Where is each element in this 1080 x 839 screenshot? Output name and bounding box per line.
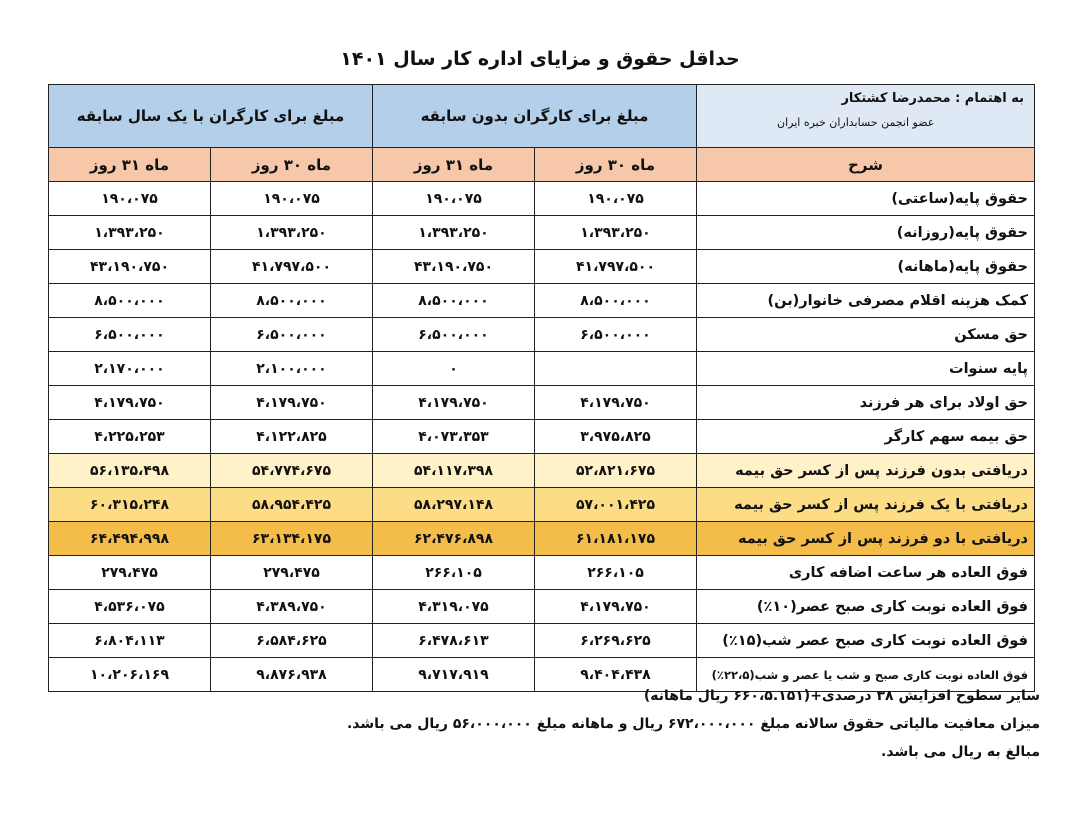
cell-b31: ۲،۱۷۰،۰۰۰ xyxy=(49,352,211,386)
cell-b31: ۶۰،۳۱۵،۲۴۸ xyxy=(49,488,211,522)
table-row xyxy=(49,216,1035,250)
cell-b31: ۴،۱۷۹،۷۵۰ xyxy=(49,386,211,420)
cell-a30: ۱،۳۹۳،۲۵۰ xyxy=(535,216,697,250)
row-label: حق مسکن xyxy=(697,318,1035,352)
cell-a31: ۹،۷۱۷،۹۱۹ xyxy=(373,658,535,692)
page-title: حداقل حقوق و مزایای اداره کار سال ۱۴۰۱ xyxy=(340,48,740,70)
row-label: حق بیمه سهم کارگر xyxy=(697,420,1035,454)
column-header-a31: ماه ۳۱ روز xyxy=(373,148,535,182)
cell-b30: ۴۱،۷۹۷،۵۰۰ xyxy=(211,250,373,284)
cell-b31: ۱،۳۹۳،۲۵۰ xyxy=(49,216,211,250)
cell-a31: ۶،۴۷۸،۶۱۳ xyxy=(373,624,535,658)
row-label: فوق العاده نوبت کاری صبح عصر(۱۰٪) xyxy=(697,590,1035,624)
cell-a31: ۴،۳۱۹،۰۷۵ xyxy=(373,590,535,624)
cell-b31: ۵۶،۱۳۵،۴۹۸ xyxy=(49,454,211,488)
cell-b31: ۱۹۰،۰۷۵ xyxy=(49,182,211,216)
row-label: دریافتی با یک فرزند پس از کسر حق بیمه xyxy=(697,488,1035,522)
cell-a31: ۰ xyxy=(373,352,535,386)
cell-a30: ۴،۱۷۹،۷۵۰ xyxy=(535,590,697,624)
cell-b31: ۲۷۹،۴۷۵ xyxy=(49,556,211,590)
row-label: فوق العاده هر ساعت اضافه کاری xyxy=(697,556,1035,590)
cell-a31: ۲۶۶،۱۰۵ xyxy=(373,556,535,590)
cell-a30: ۶۱،۱۸۱،۱۷۵ xyxy=(535,522,697,556)
cell-b30: ۶۳،۱۳۴،۱۷۵ xyxy=(211,522,373,556)
group-one-year: مبلغ برای کارگران با یک سال سابقه xyxy=(49,85,373,148)
table-row xyxy=(49,318,1035,352)
cell-a31: ۵۴،۱۱۷،۳۹۸ xyxy=(373,454,535,488)
cell-a30: ۴۱،۷۹۷،۵۰۰ xyxy=(535,250,697,284)
cell-b30: ۲۷۹،۴۷۵ xyxy=(211,556,373,590)
table-row xyxy=(49,284,1035,318)
row-label: حق اولاد برای هر فرزند xyxy=(697,386,1035,420)
column-header-b30: ماه ۳۰ روز xyxy=(211,148,373,182)
cell-a30: ۳،۹۷۵،۸۲۵ xyxy=(535,420,697,454)
cell-b30: ۶،۵۰۰،۰۰۰ xyxy=(211,318,373,352)
row-label: دریافتی با دو فرزند پس از کسر حق بیمه xyxy=(697,522,1035,556)
header-row-columns xyxy=(49,148,1035,182)
cell-b31: ۶،۵۰۰،۰۰۰ xyxy=(49,318,211,352)
cell-a31: ۴،۰۷۳،۳۵۳ xyxy=(373,420,535,454)
note-raise: سایر سطوح افزایش ۳۸ درصدی+(۶۶۰،۵.۱۵۱ ریال ماهانه) xyxy=(643,688,1040,704)
author-org: عضو انجمن حسابداران خبره ایران xyxy=(777,116,935,129)
cell-b31: ۶۴،۴۹۴،۹۹۸ xyxy=(49,522,211,556)
cell-b30: ۱،۳۹۳،۲۵۰ xyxy=(211,216,373,250)
row-label: پایه سنوات xyxy=(697,352,1035,386)
cell-b31: ۶،۸۰۴،۱۱۳ xyxy=(49,624,211,658)
cell-a30: ۶،۵۰۰،۰۰۰ xyxy=(535,318,697,352)
note-currency: مبالغ به ریال می باشد. xyxy=(881,744,1040,760)
row-label: حقوق پایه(ماهانه) xyxy=(697,250,1035,284)
cell-b30: ۴،۱۷۹،۷۵۰ xyxy=(211,386,373,420)
row-label: حقوق پایه(ساعتی) xyxy=(697,182,1035,216)
header-row-groups xyxy=(49,85,1035,148)
cell-b31: ۴،۲۲۵،۲۵۳ xyxy=(49,420,211,454)
cell-b30: ۲،۱۰۰،۰۰۰ xyxy=(211,352,373,386)
cell-a30: ۵۷،۰۰۱،۴۲۵ xyxy=(535,488,697,522)
cell-a31: ۴،۱۷۹،۷۵۰ xyxy=(373,386,535,420)
note-tax-exemption: میزان معافیت مالیاتی حقوق سالانه مبلغ ۶۷۲،۰۰۰،۰۰۰ ریال و ماهانه مبلغ ۵۶،۰۰۰،۰۰۰ ریال می باشد. xyxy=(346,716,1040,732)
table-row xyxy=(49,386,1035,420)
cell-a30: ۶،۲۶۹،۶۲۵ xyxy=(535,624,697,658)
cell-a30: ۵۲،۸۲۱،۶۷۵ xyxy=(535,454,697,488)
cell-a30: ۱۹۰،۰۷۵ xyxy=(535,182,697,216)
column-header-a30: ماه ۳۰ روز xyxy=(535,148,697,182)
table-row xyxy=(49,182,1035,216)
row-label: دریافتی بدون فرزند پس از کسر حق بیمه xyxy=(697,454,1035,488)
cell-a30 xyxy=(535,352,697,386)
cell-b30: ۱۹۰،۰۷۵ xyxy=(211,182,373,216)
table-row-highlight xyxy=(49,454,1035,488)
table-row xyxy=(49,624,1035,658)
cell-b30: ۴،۳۸۹،۷۵۰ xyxy=(211,590,373,624)
table-row xyxy=(49,658,1035,692)
cell-a31: ۴۳،۱۹۰،۷۵۰ xyxy=(373,250,535,284)
table-row-highlight xyxy=(49,522,1035,556)
cell-a30: ۴،۱۷۹،۷۵۰ xyxy=(535,386,697,420)
row-label: فوق العاده نوبت کاری صبح عصر شب(۱۵٪) xyxy=(697,624,1035,658)
cell-a30: ۸،۵۰۰،۰۰۰ xyxy=(535,284,697,318)
table-row xyxy=(49,420,1035,454)
cell-a31: ۶۲،۴۷۶،۸۹۸ xyxy=(373,522,535,556)
cell-b31: ۴،۵۳۶،۰۷۵ xyxy=(49,590,211,624)
row-label: حقوق پایه(روزانه) xyxy=(697,216,1035,250)
cell-b30: ۵۸،۹۵۴،۴۲۵ xyxy=(211,488,373,522)
cell-b30: ۶،۵۸۴،۶۲۵ xyxy=(211,624,373,658)
cell-b31: ۱۰،۲۰۶،۱۶۹ xyxy=(49,658,211,692)
cell-b30: ۸،۵۰۰،۰۰۰ xyxy=(211,284,373,318)
cell-a31: ۱۹۰،۰۷۵ xyxy=(373,182,535,216)
cell-a31: ۱،۳۹۳،۲۵۰ xyxy=(373,216,535,250)
cell-a31: ۵۸،۲۹۷،۱۴۸ xyxy=(373,488,535,522)
author-name: به اهتمام : محمدرضا کشتکار xyxy=(841,91,1024,106)
table-row xyxy=(49,590,1035,624)
cell-b30: ۹،۸۷۶،۹۳۸ xyxy=(211,658,373,692)
cell-b31: ۸،۵۰۰،۰۰۰ xyxy=(49,284,211,318)
table-row xyxy=(49,250,1035,284)
cell-b30: ۴،۱۲۲،۸۲۵ xyxy=(211,420,373,454)
column-header-label: شرح xyxy=(697,148,1035,182)
notes xyxy=(40,688,1040,772)
column-header-b31: ماه ۳۱ روز xyxy=(49,148,211,182)
table-row xyxy=(49,556,1035,590)
group-no-experience: مبلغ برای کارگران بدون سابقه xyxy=(373,85,697,148)
table-row-highlight xyxy=(49,488,1035,522)
table-row xyxy=(49,352,1035,386)
row-label: کمک هزینه اقلام مصرفی خانوار(بن) xyxy=(697,284,1035,318)
author-cell xyxy=(697,85,1035,148)
cell-a31: ۶،۵۰۰،۰۰۰ xyxy=(373,318,535,352)
cell-b30: ۵۴،۷۷۴،۶۷۵ xyxy=(211,454,373,488)
cell-a30: ۹،۴۰۴،۴۳۸ xyxy=(535,658,697,692)
salary-table xyxy=(48,84,1035,692)
cell-b31: ۴۳،۱۹۰،۷۵۰ xyxy=(49,250,211,284)
row-label: فوق العاده نوبت کاری صبح و شب یا عصر و شب(۲۲،۵٪) xyxy=(697,658,1035,692)
cell-a31: ۸،۵۰۰،۰۰۰ xyxy=(373,284,535,318)
cell-a30: ۲۶۶،۱۰۵ xyxy=(535,556,697,590)
